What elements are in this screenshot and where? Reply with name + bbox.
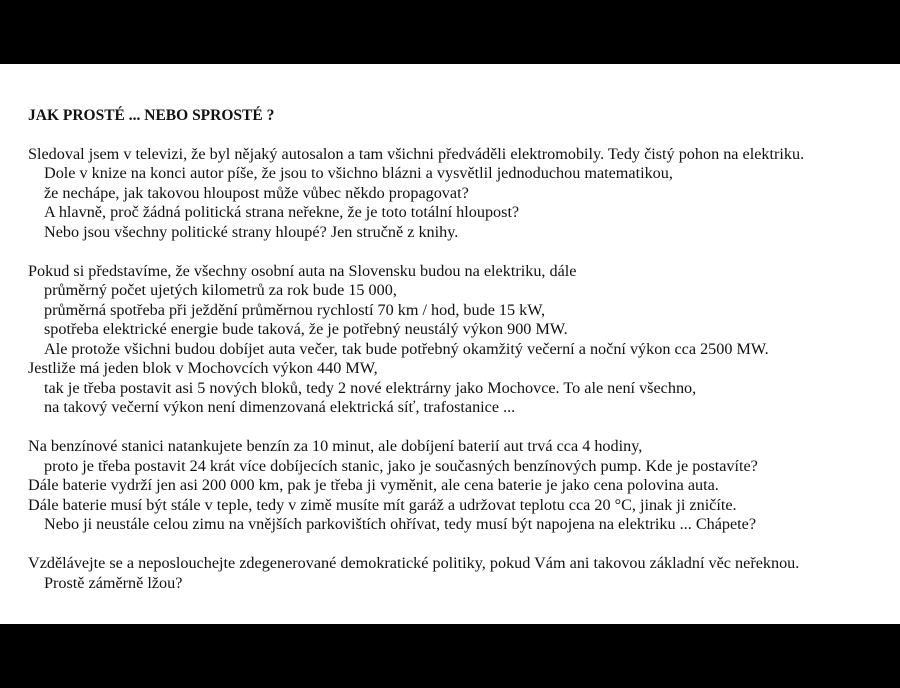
text-line: Dále baterie vydrží jen asi 200 000 km, pak je třeba ji vyměnit, ale cena baterie je jako cena polovina auta. [28,476,719,494]
paragraph [28,554,878,593]
text-line: Sledoval jsem v televizi, že byl nějaký autosalon a tam všichni předváděli elektromobily. Tedy čistý pohon na elektriku. [28,144,805,163]
text-line: A hlavně, proč žádná politická strana neřekne, že je toto totální hloupost? [44,203,520,221]
paragraph [28,437,878,535]
text-line: tak je třeba postavit asi 5 nových bloků, tedy 2 nové elektrárny jako Mochovce. To ale není všechno, [44,378,697,397]
paragraph-list [28,145,878,594]
text-line: Pokud si představíme, že všechny osobní auta na Slovensku budou na elektriku, dále [28,261,577,280]
document-title: JAK PROSTÉ ... NEBO SPROSTÉ ? [28,107,275,124]
text-line: Nebo ji neustále celou zimu na vnějších parkovištích ohřívat, tedy musí být napojena na elektriku ... Chápete? [44,515,757,533]
text-line: na takový večerní výkon není dimenzovaná elektrická síť, trafostanice ... [44,398,516,416]
text-line: Vzdělávejte se a neposlouchejte zdegenerované demokratické politiky, pokud Vám ani takovou základní věc neřeknou. [28,554,800,572]
document-body [28,106,878,613]
text-line: Ale protože všichni budou dobíjet auta večer, tak bude potřebný okamžitý večerní a noční výkon cca 2500 MW. [44,339,769,358]
text-line: proto je třeba postavit 24 krát více dobíjecích stanic, jako je současných benzínových pump. Kde je postavíte? [44,456,758,475]
text-line: průměrný počet ujetých kilometrů za rok bude 15 000, [44,281,397,299]
text-line: Prostě záměrně lžou? [44,573,183,592]
text-line: spotřeba elektrické energie bude taková, že je potřebný neustálý výkon 900 MW. [44,320,568,338]
text-line: Na benzínové stanici natankujete benzín za 10 minut, ale dobíjení baterií aut trvá cca 4 hodiny, [28,437,643,455]
document-page [0,64,900,624]
paragraph [28,262,878,418]
text-line: Nebo jsou všechny politické strany hloupé? Jen stručně z knihy. [44,222,459,241]
text-line: průměrná spotřeba při ježdění průměrnou rychlostí 70 km / hod, bude 15 kW, [44,300,546,319]
text-line: Jestliže má jeden blok v Mochovcích výkon 440 MW, [28,359,378,377]
text-line: že nechápe, jak takovou hloupost může vůbec někdo propagovat? [44,183,469,202]
text-line: Dále baterie musí být stále v teple, tedy v zimě musíte mít garáž a udržovat teplotu cca 20 °C, jinak ji zničíte. [28,495,737,514]
paragraph [28,145,878,243]
text-line: Dole v knize na konci autor píše, že jsou to všichno blázni a vysvětlil jednoduchou matematikou, [44,164,673,182]
